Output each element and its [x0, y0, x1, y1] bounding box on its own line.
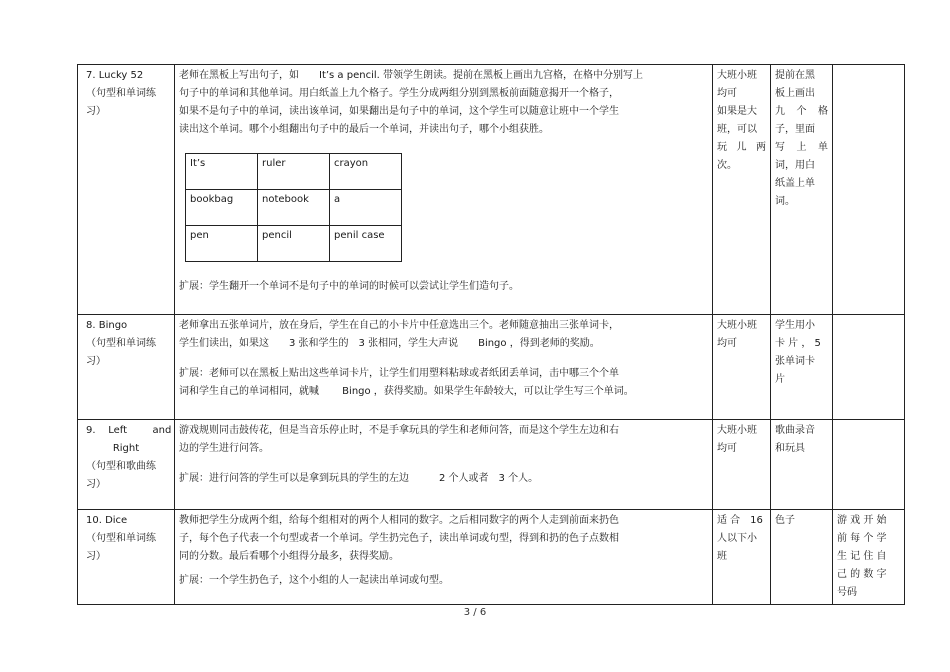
- nine-grid-table: [185, 153, 402, 262]
- game-name-cell: [78, 510, 175, 605]
- description-line: 句子中的单词和其他单词。用白纸盖上九个格子。学生分成两组分别到黑板前面随意揭开一个格子，: [179, 88, 619, 99]
- game-name: 10. Dice: [86, 515, 128, 526]
- grid-row: [186, 154, 402, 190]
- materials-cell: [771, 510, 833, 605]
- size-line: 玩 儿 两: [717, 142, 766, 153]
- game-name-cell: [78, 65, 175, 315]
- description-line: 同的分数。最后看哪个小组得分最多，获得奖励。: [179, 551, 399, 562]
- game-type: （句型和歌曲练习）: [86, 461, 156, 490]
- size-line: 大班小班: [717, 425, 757, 436]
- materials-line: 张单词卡: [775, 356, 815, 367]
- extension-text: 扩展：学生翻开一个单词不是句子中的单词的时候可以尝试让学生们造句子。: [179, 281, 519, 292]
- size-line: 如果是大: [717, 106, 757, 117]
- game-name: 7. Lucky 52: [86, 70, 144, 81]
- size-line: 人以下小: [717, 533, 757, 544]
- size-line: 适 合 16: [717, 515, 763, 526]
- table-row: [78, 315, 905, 420]
- game-name: 9. Left and: [86, 425, 172, 436]
- class-size-cell: [713, 315, 771, 420]
- size-line: 大班小班: [717, 70, 757, 81]
- materials-line: 写 上 单: [775, 142, 828, 153]
- description-line: 边的学生进行问答。: [179, 443, 269, 454]
- games-table: [77, 64, 905, 605]
- extension-line: 扩展：老师可以在黑板上贴出这些单词卡片，让学生们用塑料粘球或者纸团丢单词，击中哪三个个单: [179, 368, 619, 379]
- size-line: 班: [717, 551, 727, 562]
- game-type: （句型和单词练习）: [86, 533, 156, 562]
- grid-cell: pencil: [258, 226, 330, 262]
- materials-cell: [771, 420, 833, 510]
- class-size-cell: [713, 420, 771, 510]
- game-type: （句型和单词练习）: [86, 88, 156, 117]
- extension-text: 扩展：进行问答的学生可以是拿到玩具的学生的左边 2 个人或者 3 个人。: [179, 473, 539, 484]
- table-row: [78, 65, 905, 315]
- grid-cell: crayon: [330, 154, 402, 190]
- materials-line: 片: [775, 374, 785, 385]
- note-line: 号码: [837, 587, 857, 598]
- grid-cell: notebook: [258, 190, 330, 226]
- size-line: 大班小班: [717, 320, 757, 331]
- materials-line: 子，里面: [775, 124, 815, 135]
- note-line: 前 每 个 学: [837, 533, 887, 544]
- game-name: 8. Bingo: [86, 320, 128, 331]
- extension-text: 扩展：一个学生扔色子，这个小组的人一起读出单词或句型。: [179, 575, 449, 586]
- description-line: 子，每个色子代表一个句型或者一个单词。学生扔完色子，读出单词或句型，得到和扔的色子点数相: [179, 533, 619, 544]
- materials-line: 词，用白: [775, 160, 815, 171]
- notes-cell: [833, 65, 905, 315]
- grid-cell: ruler: [258, 154, 330, 190]
- class-size-cell: [713, 65, 771, 315]
- materials-line: 词。: [775, 196, 795, 207]
- size-line: 均可: [717, 338, 737, 349]
- description-line: 老师在黑板上写出句子，如 It’s a pencil. 带领学生朗读。提前在黑板上画出九宫格，在格中分别写上: [179, 70, 643, 81]
- game-description-cell: [175, 510, 713, 605]
- grid-cell: a: [330, 190, 402, 226]
- notes-cell: [833, 420, 905, 510]
- size-line: 均可: [717, 443, 737, 454]
- description-line: 读出这个单词。哪个小组翻出句子中的最后一个单词，并读出句子，哪个小组获胜。: [179, 124, 549, 135]
- materials-line: 学生用小: [775, 320, 815, 331]
- materials-line: 板上画出: [775, 88, 815, 99]
- note-line: 生 记 住 自: [837, 551, 887, 562]
- description-line: 游戏规则同击鼓传花，但是当音乐停止时，不是手拿玩具的学生和老师问答，而是这个学生左边和右: [179, 425, 619, 436]
- grid-row: [186, 226, 402, 262]
- game-description-cell: [175, 420, 713, 510]
- size-line: 次。: [717, 160, 737, 171]
- materials-line: 提前在黑: [775, 70, 815, 81]
- grid-cell: It’s: [186, 154, 258, 190]
- materials-line: 九 个 格: [775, 106, 828, 117]
- grid-row: [186, 190, 402, 226]
- game-type: （句型和单词练习）: [86, 338, 156, 367]
- size-line: 均可: [717, 88, 737, 99]
- materials-line: 卡 片 ， 5: [775, 338, 821, 349]
- description-line: 教师把学生分成两个组，给每个组相对的两个人相同的数字。之后相同数字的两个人走到前面来扔色: [179, 515, 619, 526]
- description-line: 学生们读出，如果这 3 张和学生的 3 张相同，学生大声说 Bingo ，得到老师的奖励。: [179, 338, 600, 349]
- materials-line: 和玩具: [775, 443, 805, 454]
- note-line: 己 的 数 字: [837, 569, 887, 580]
- class-size-cell: [713, 510, 771, 605]
- extension-line: 词和学生自己的单词相同，就喊 Bingo ，获得奖励。如果学生年龄较大，可以让学生写三个单词。: [179, 386, 634, 397]
- game-name-cell: [78, 420, 175, 510]
- materials-cell: [771, 315, 833, 420]
- size-line: 班，可以: [717, 124, 757, 135]
- grid-cell: pen: [186, 226, 258, 262]
- grid-cell: bookbag: [186, 190, 258, 226]
- game-description-cell: [175, 315, 713, 420]
- game-name-cell: [78, 315, 175, 420]
- table-row: [78, 510, 905, 605]
- note-line: 游 戏 开 始: [837, 515, 887, 526]
- table-row: [78, 420, 905, 510]
- materials-line: 纸盖上单: [775, 178, 815, 189]
- page-number: 3 / 6: [463, 607, 487, 618]
- materials-line: 色子: [775, 515, 795, 526]
- game-description-cell: [175, 65, 713, 315]
- description-line: 老师拿出五张单词片，放在身后，学生在自己的小卡片中任意选出三个。老师随意抽出三张单词卡，: [179, 320, 619, 331]
- game-name-continued: Right: [112, 443, 140, 454]
- materials-line: 歌曲录音: [775, 425, 815, 436]
- description-line: 如果不是句子中的单词，读出该单词，如果翻出是句子中的单词，这个学生可以随意让班中一个学生: [179, 106, 619, 117]
- notes-cell: [833, 315, 905, 420]
- materials-cell: [771, 65, 833, 315]
- grid-cell: penil case: [330, 226, 402, 262]
- notes-cell: [833, 510, 905, 605]
